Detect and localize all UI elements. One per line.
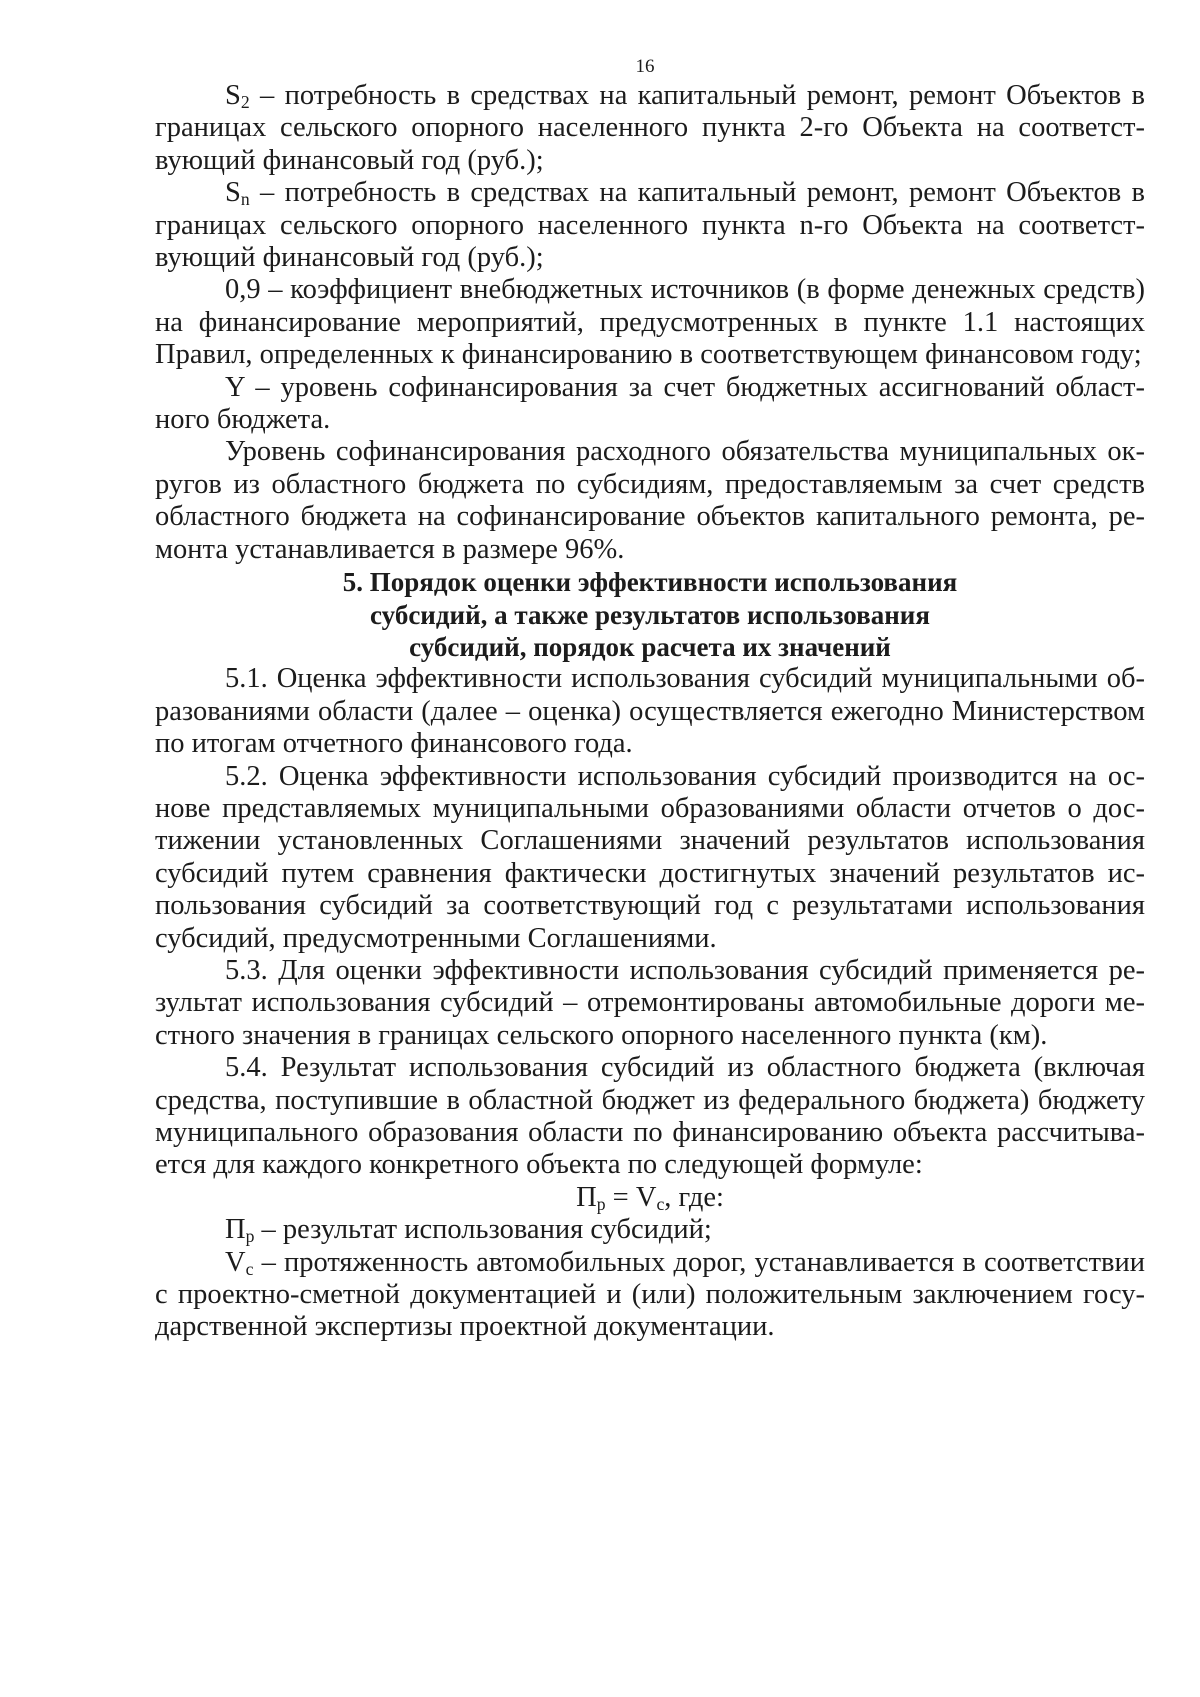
variable-definition-s2: [155, 80, 1145, 177]
formula-left-subscript: р: [596, 1193, 606, 1214]
page-body: [155, 80, 1145, 1344]
formula-left-symbol: П: [576, 1181, 597, 1213]
variable-subscript: n: [240, 189, 250, 210]
clause-5-4: 5.4. Результат использования субсидий из областного бюджета (включая средства, поступившие в областной бюджет из федерального бюджета) бюджету муниципального образования области по финансированию объекта рассчитывается для каждого конкретного объекта по следующей формуле:: [155, 1052, 1145, 1181]
formula-tail: , где:: [664, 1181, 724, 1213]
variable-definition-sn: [155, 177, 1145, 274]
section-heading-line: 5. Порядок оценки эффективности использования: [342, 567, 958, 598]
variable-definition-pr: [155, 1214, 1145, 1246]
page-number: 16: [635, 56, 655, 77]
section-heading: [155, 566, 1145, 663]
variable-definition-y: [155, 372, 1145, 437]
variable-symbol: V: [225, 1246, 246, 1278]
variable-subscript: 2: [240, 91, 250, 112]
clause-5-1: 5.1. Оценка эффективности использования субсидий муниципальными образованиями области (далее – оценка) осуществляется ежегодно Министерством по итогам отчетного финансового года.: [155, 663, 1145, 760]
formula-right-subscript: с: [656, 1193, 665, 1214]
variable-definition-coefficient: [155, 274, 1145, 371]
variable-description: – протяженность автомобильных дорог, устанавливается в соответствии с проектно-сметной документацией и (или) положительным заключением государственной экспертизы проектной документации.: [155, 1246, 1145, 1343]
variable-description: 0,9 – коэффициент внебюджетных источников (в форме денежных средств) на финансирование мероприятий, предусмотренных в пункте 1.1 настоящих Правил, определенных к финансированию в соответствующем финансовом году;: [155, 274, 1145, 371]
variable-symbol: S: [225, 80, 241, 111]
clause-5-3: 5.3. Для оценки эффективности использования субсидий применяется результат использования субсидий – отремонтированы автомобильные дороги местного значения в границах сельского опорного населенного пункта (км).: [155, 954, 1145, 1051]
formula: [155, 1182, 1145, 1214]
variable-description: Y – уровень софинансирования за счет бюджетных ассигнований областного бюджета.: [155, 371, 1145, 436]
variable-description: – потребность в средствах на капитальный ремонт, ремонт Объектов в границах сельского опорного населенного пункта n-го Объекта на соответствующий финансовый год (руб.);: [155, 177, 1145, 274]
variable-subscript: р: [245, 1226, 255, 1247]
variable-symbol: S: [225, 177, 241, 209]
variable-description: – результат использования субсидий;: [254, 1214, 712, 1246]
variable-subscript: с: [245, 1258, 254, 1279]
variable-description: – потребность в средствах на капитальный ремонт, ремонт Объектов в границах сельского опорного населенного пункта 2-го Объекта на соответствующий финансовый год (руб.);: [155, 80, 1145, 176]
section-heading-line: субсидий, порядок расчета их значений: [409, 631, 891, 662]
section-heading-line: субсидий, а также результатов использования: [370, 599, 930, 630]
formula-equals: =: [605, 1181, 636, 1213]
variable-symbol: П: [225, 1214, 246, 1246]
clause-5-2: 5.2. Оценка эффективности использования субсидий производится на основе представляемых муниципальными образованиями области отчетов о достижении установленных Соглашениями значений результатов использования субсидий путем сравнения фактически достигнутых значений результатов использования субсидий за соответствующий год с результатами использования субсидий, предусмотренными Соглашениями.: [155, 760, 1145, 954]
cofinancing-paragraph: Уровень софинансирования расходного обязательства муниципальных округов из областного бюджета по субсидиям, предоставляемым за счет средств областного бюджета на софинансирование объектов капитального ремонта, ремонта устанавливается в размере 96%.: [155, 436, 1145, 565]
formula-right-symbol: V: [635, 1181, 657, 1213]
variable-definition-vc: [155, 1247, 1145, 1344]
